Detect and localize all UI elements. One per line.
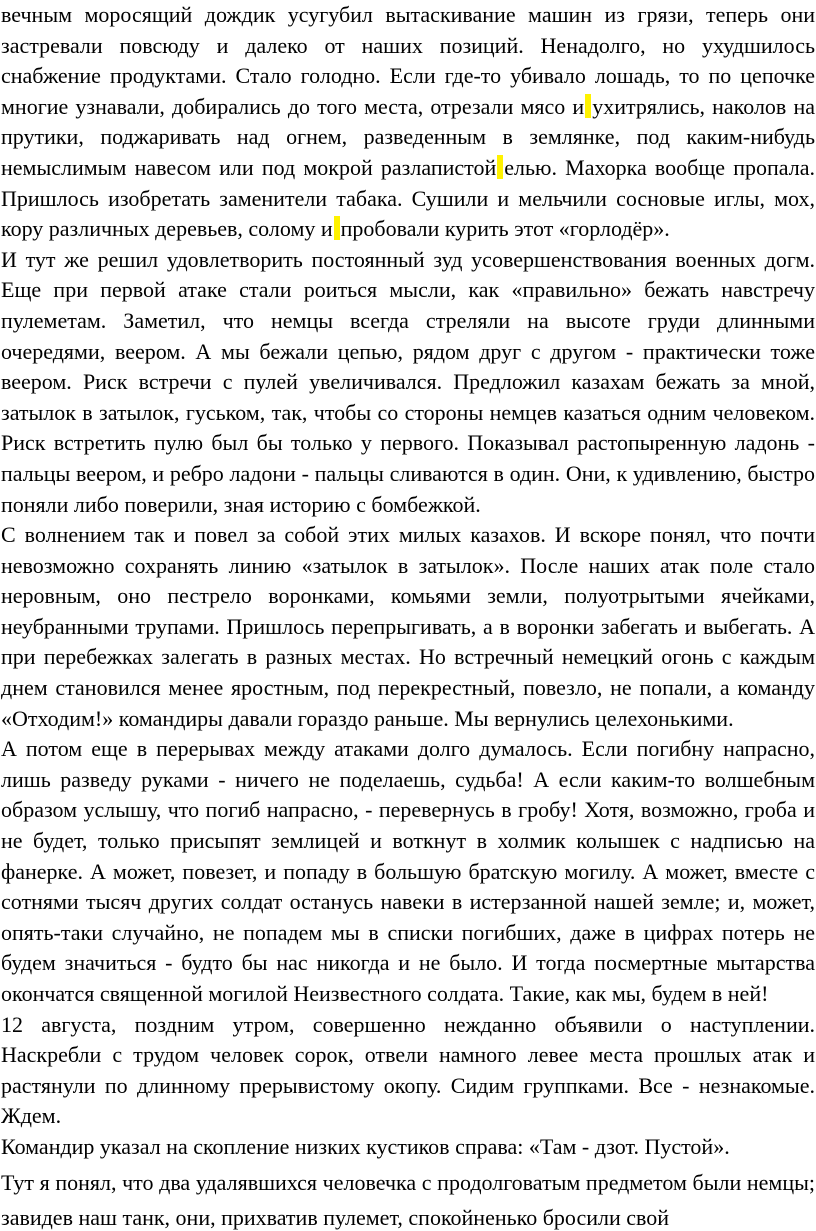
paragraph-1-segment-1: вечным моросящий дождик усугубил вытаскивание машин из грязи, теперь они застревали повсюду и далеко от наших позиций. Ненадолго, но ухудшилось снабжение продуктами. Стало голодно. Если где-то убивало лошадь, то по цепочке многие узнавали, добирались до того места, отрезали мясо и [1, 2, 815, 119]
paragraph-3: С волнением так и повел за собой этих милых казахов. И вскоре понял, что почти невозможно сохранять линию «затылок в затылок». После наших атак поле стало неровным, оно пестрело воронками, комьями земли, полуотрытыми ячейками, неубранными трупами. Пришлось перепрыгивать, а в воронки забегать и выбегать. А при перебежках залегать в разных местах. Но встречный немецкий огонь с каждым днем становился менее яростным, под перекрестный, повезло, не попали, а команду «Отходим!» командиры давали гораздо раньше. Мы вернулись целехонькими. [1, 522, 815, 731]
paragraph-1-segment-4: пробовали курить этот «горлодёр». [340, 216, 670, 242]
paragraph-2: И тут же решил удовлетворить постоянный зуд усовершенствования военных догм. Еще при первой атаке стали роиться мысли, как «правильно» бежать навстречу пулеметам. Заметил, что немцы всегда стреляли на высоте груди длинными очередями, веером. А мы бежали цепью, рядом друг с другом - практически тоже веером. Риск встречи с пулей увеличивался. Предложил казахам бежать за мной, затылок в затылок, гуськом, так, чтобы со стороны немцев казаться одним человеком. Риск встретить пулю был бы только у первого. Показывал растопыренную ладонь - пальцы веером, и ребро ладони - пальцы сливаются в один. Они, к удивлению, быстро поняли либо поверили, зная историю с бомбежкой. [1, 246, 815, 517]
highlight-mark [334, 216, 340, 240]
paragraph-1-segment-3: елью. Махорка вообще пропала. Пришлось изобретать заменители табака. Сушили и мельчили сосновые иглы, мох, кору различных деревьев, солому и [1, 154, 815, 242]
paragraph-1-segment-2: ухитрялись, наколов на прутики, поджаривать над огнем, разведенным в землянке, под каким-нибудь немыслимым навесом или под мокрой разлапистой [1, 93, 815, 180]
paragraph-6: Командир указал на скопление низких кустиков справа: «Там - дзот. Пустой». [1, 1133, 730, 1159]
paragraph-7: Тут я понял, что два удалявшихся человечка с продолговатым предметом были немцы; завидев наш танк, они, прихватив пулемет, спокойненько бросили свой [1, 1169, 815, 1230]
paragraph-1 [1, 0, 815, 245]
paragraph-5: 12 августа, поздним утром, совершенно нежданно объявили о наступлении. Наскребли с трудом человек сорок, отвели намного левее места прошлых атак и растянули по длинному прерывистому окопу. Сидим группками. Все - незнакомые. Ждем. [1, 1011, 815, 1129]
highlight-mark [497, 155, 503, 179]
highlight-mark [585, 94, 591, 118]
paragraph-4: А потом еще в перерывах между атаками долго думалось. Если погибну напрасно, лишь разведу руками - ничего не поделаешь, судьба! А если каким-то волшебным образом услышу, что погиб напрасно, - перевернусь в гробу! Хотя, возможно, гроба и не будет, только присыпят землицей и воткнут в холмик колышек с надписью на фанерке. А может, повезет, и попаду в большую братскую могилу. А может, вместе с сотнями тысяч других солдат останусь навеки в истерзанной нашей земле; и, может, опять-таки случайно, не попадем мы в списки погибших, даже в цифрах потерь не будем значиться - будто бы нас никогда и не было. И тогда посмертные мытарства окончатся священной могилой Неизвестного солдата. Такие, как мы, будем в ней! [1, 736, 815, 1006]
